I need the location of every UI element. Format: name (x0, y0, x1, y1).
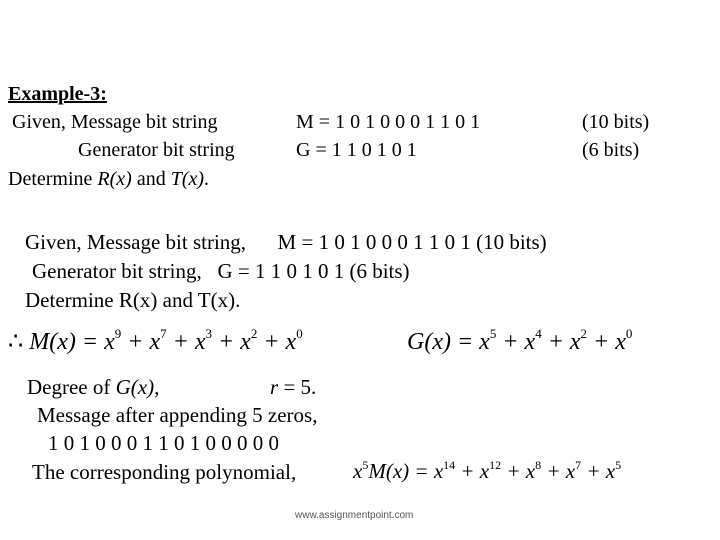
mx-term-4: + x (211, 329, 251, 355)
degree-r-value (270, 377, 316, 398)
append-zeros-line: Message after appending 5 zeros, (37, 403, 318, 427)
gx-term-3: + x (541, 329, 581, 355)
degree-label: Degree of (27, 375, 116, 399)
mx-exp-3: 3 (205, 326, 212, 341)
x5mx-exp-1: 14 (443, 458, 456, 472)
x5mx-term-4: + x (541, 459, 576, 483)
example-heading: Example-3: (8, 83, 107, 105)
r-symbol: r (270, 375, 279, 399)
period: . (204, 168, 210, 190)
gx-equation (407, 327, 632, 354)
gx-exp-3: 2 (580, 326, 588, 341)
mx-exp-1: 9 (114, 326, 122, 341)
x5mx-exp-2: 12 (489, 458, 502, 472)
and-text: and (131, 168, 171, 190)
gx-exp-2: 4 (535, 326, 542, 341)
x5mx-equation (353, 459, 621, 482)
mx-term-1: x (104, 329, 115, 355)
mx-term-5: + x (257, 329, 297, 355)
mx-exp-5: 0 (296, 326, 303, 341)
x5-base: x (353, 459, 363, 483)
degree-gx: G(x) (115, 375, 155, 399)
x5mx-term-2: + x (455, 459, 490, 483)
mx-lhs: M(x) = (29, 329, 105, 355)
x5-exp: 5 (362, 458, 369, 472)
mx-exp-4: 2 (250, 326, 258, 341)
degree-line (27, 377, 159, 398)
x5mx-term-1: x (433, 459, 444, 483)
mx-exp-2: 7 (160, 326, 167, 341)
x5mx-exp-4: 7 (575, 458, 582, 472)
corresponding-polynomial-label: The corresponding polynomial, (32, 460, 297, 484)
given-determine-line: Determine R(x) and T(x). (25, 288, 241, 312)
determine-text: Determine (8, 168, 98, 190)
appended-bit-string: 1 0 1 0 0 0 1 1 0 1 0 0 0 0 0 (48, 431, 279, 455)
message-bits-count: (10 bits) (582, 111, 650, 133)
gx-exp-1: 5 (489, 326, 497, 341)
determine-line (8, 169, 209, 189)
rx-term: R(x) (97, 168, 132, 190)
gx-term-2: + x (496, 329, 536, 355)
gx-term-1: x (479, 329, 490, 355)
gx-lhs: G(x) = (407, 329, 480, 355)
x5mx-exp-5: 5 (615, 458, 622, 472)
x5mx-term-3: + x (501, 459, 536, 483)
footer-site-link[interactable]: www.assignmentpoint.com (295, 510, 414, 521)
generator-bits-count: (6 bits) (582, 139, 640, 161)
mx-term-3: + x (166, 329, 206, 355)
degree-comma: , (154, 375, 160, 399)
gx-exp-4: 0 (625, 326, 633, 341)
mx-term-2: + x (121, 329, 161, 355)
message-bit-string-label: Given, Message bit string (12, 111, 218, 133)
tx-term: T(x) (170, 168, 205, 190)
x5mx-lhs: M(x) = (368, 459, 434, 483)
therefore-symbol: ∴ (8, 329, 24, 355)
message-bit-string-value: M = 1 0 1 0 0 0 1 1 0 1 (296, 111, 481, 133)
x5mx-term-5: + x (581, 459, 616, 483)
gx-term-4: + x (587, 329, 626, 355)
given-message-line: Given, Message bit string, M = 1 0 1 0 0 0 1 1 0 1 (10 bits) (25, 230, 547, 254)
x5mx-exp-3: 8 (535, 458, 542, 472)
generator-bit-string-label: Generator bit string (78, 139, 235, 161)
given-generator-line: Generator bit string, G = 1 1 0 1 0 1 (6 bits) (32, 259, 410, 283)
generator-bit-string-value: G = 1 1 0 1 0 1 (296, 139, 417, 161)
r-value: = 5. (278, 375, 317, 399)
mx-equation (8, 327, 303, 354)
